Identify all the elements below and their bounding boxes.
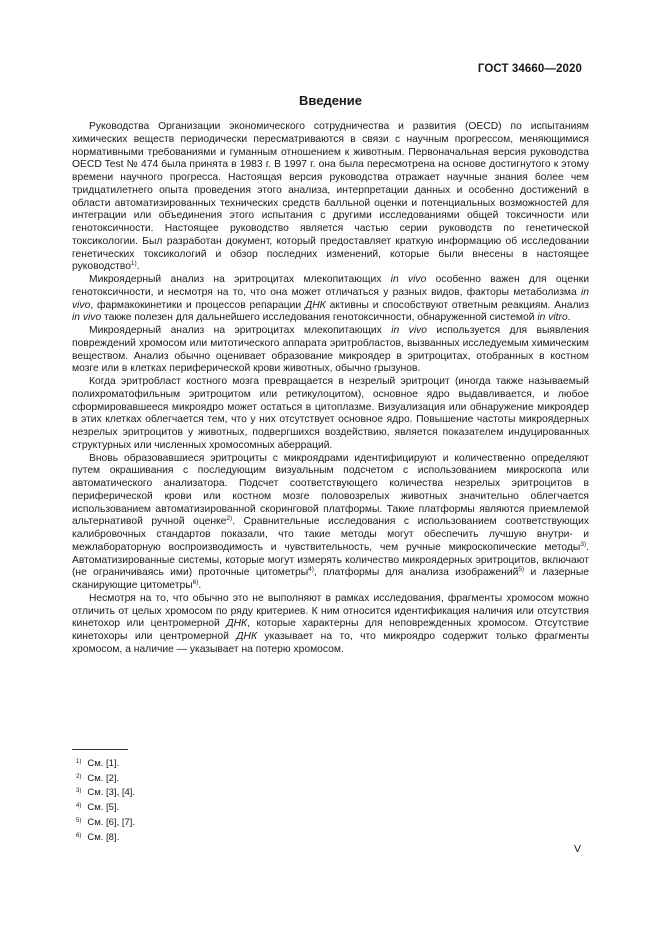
footnote-ref[interactable]: 6)	[192, 579, 199, 586]
footnote-mark: 4)	[76, 803, 82, 810]
text-run: .	[136, 261, 140, 273]
text-run: активны и способствуют ответным реакциям. Анализ	[325, 299, 589, 311]
text-run: Микроядерный анализ на эритроцитах млекопитающих	[89, 325, 392, 336]
italic-term: in vivo	[390, 274, 427, 285]
text-run: , фармакокинетики и процессов репарации	[90, 299, 305, 311]
italic-term: ДНК	[304, 299, 326, 311]
footnote-item	[72, 785, 135, 800]
text-run: . Автоматизированные системы, которые могут измерять количество микроядерных эритроцитов, включают (не ограничиваясь ими) проточные цитометры	[72, 541, 589, 579]
footnote-item	[72, 756, 135, 771]
paragraph	[72, 121, 589, 274]
footnote-item	[72, 815, 135, 830]
page-number: V	[573, 843, 581, 855]
footnote-text: См. [2].	[87, 772, 120, 784]
text-run: также полезен для дальнейшего исследования генотоксичности, обнаруженной системой	[101, 312, 538, 324]
italic-term: ДНК	[236, 631, 258, 642]
gost-code: ГОСТ 34660—2020	[477, 63, 582, 75]
footnote-text: См. [3], [4].	[87, 787, 136, 799]
text-run: Руководства Организации экономического сотрудничества и развития (OECD) по испытаниям химических веществ периодически пересматриваются в связи с научным прогрессом, меняющимися нормативными требованиями и гуманным отношением к животным. Первоначальная версия руководства OECD Test № 474 была принята в 1983 г. В 1997 г. она была пересмотрена на основе достигнутого к этому времени научного прогресса. Настоящая версия руководства отражает научные знания более чем тридцатилетнего опыта проведения этого анализа, интерпретации данных и особенно достижений в области автоматизированных технических средств балльной оценки и потенциальных возможностей для интеграции или объединения этого испытания с другими исследованиями общей токсичности или генотоксичности. Настоящее руководство является частью серии руководств по генетической токсикологии. Был разработан документ, который предоставляет краткую информацию об исследовании генетических токсикологий и обзор последних изменений, которые были внесены в настоящее руководство	[72, 121, 589, 273]
footnote-ref[interactable]: 5)	[518, 566, 525, 574]
text-run: , которые характерны для неповрежденных хромосом. Отсутствие кинетохоры или центромерной	[72, 618, 589, 642]
text-run: указывает на то, что микроядро содержит только фрагменты хромосом, а наличие — указывает на потерю хромосом.	[72, 631, 589, 655]
text-run: особенно важен для оценки генотоксичности, и несмотря на то, что она может отличаться у разных видов, факторы метаболизма	[72, 274, 590, 298]
text-run: Когда эритробласт костного мозга превращается в незрелый эритроцит (иногда также называемый полихроматофильным эритроцитом или ретикулоцитом), основное ядро выдавливается, и любое сформировавшееся микроядро может остаться в цитоплазме. Визуализация или обнаружение микроядер в этих клетках облегчается тем, что у них отсутствует основное ядро. Повышение частоты микроядерных незрелых эритроцитов у животных, подвергшихся воздействию, является показателем индуцированных структурных или численных хромосомных аберраций.	[72, 376, 589, 451]
footnote-mark: 5)	[76, 817, 82, 824]
footnote-mark: 1)	[76, 759, 82, 765]
footnote-text: См. [5].	[87, 802, 120, 814]
paragraph	[72, 274, 589, 325]
text-run: и лазерные сканирующие цитометры	[72, 567, 589, 591]
text-run: , платформы для анализа изображений	[313, 567, 519, 579]
text-run: Микроядерный анализ на эритроцитах млекопитающих	[89, 274, 391, 285]
footnote-text: См. [8].	[87, 831, 120, 843]
italic-term: ДНК	[226, 618, 248, 630]
footnote-text: См. [6], [7].	[87, 816, 136, 828]
footnote-mark: 3)	[76, 788, 82, 795]
footnote-ref[interactable]: 2)	[226, 515, 233, 523]
footnote-text: См. [1].	[87, 758, 120, 769]
paragraph	[72, 593, 589, 657]
footnote-item	[72, 800, 135, 815]
footnote-ref[interactable]: 1)	[130, 260, 137, 268]
italic-term: in vitro	[537, 312, 568, 324]
text-run: .	[567, 312, 571, 324]
section-title: Введение	[299, 93, 362, 108]
text-run: .	[198, 580, 202, 591]
text-run: используется для выявления повреждений хромосом или митотического аппарата эритробластов, вызванных исследуемым химическим веществом. Анализ обычно оценивает образование микроядер в эритроцитах, отобранных в костном мозге или в клетках периферической крови животных, обычно грызунов.	[72, 325, 589, 375]
italic-term: in vivo	[72, 312, 102, 324]
body-text	[72, 121, 589, 657]
paragraph	[72, 325, 589, 376]
text-run: Несмотря на то, что обычно это не выполняют в рамках исследования, фрагменты хромосом можно отличить от целых хромосом по ряду критериев. К ним относится идентификация наличия или отсутствия кинетохор или центромерной	[72, 592, 589, 630]
text-run: Вновь образовавшиеся эритроциты с микроядрами идентифицируют и количественно определяют путем окрашивания с последующим визуальным подсчетом с использованием микроскопа или автоматического анализатора. Подсчет соответствующего количества незрелых эритроцитов в периферической крови или костном мозге половозрелых животных значительно облегчается использованием автоматизированной скоринговой платформы. Такие платформы являются приемлемой альтернативой ручной оценке	[72, 452, 589, 528]
footnote-item	[72, 830, 135, 845]
footnote-mark: 2)	[76, 773, 82, 780]
footnotes	[72, 756, 135, 844]
footnote-ref[interactable]: 3)	[580, 540, 587, 548]
italic-term: in vivo	[391, 325, 427, 336]
footnote-separator	[72, 749, 128, 750]
paragraph	[72, 453, 589, 593]
footnote-ref[interactable]: 4)	[308, 566, 314, 574]
text-run: . Сравнительные исследования с использованием соответствующих калибровочных стандартов показали, что такие методы могут обеспечить лучшую внутри- и межлабораторную воспроизводимость и чувствительность, чем ручные микроскопические методы	[72, 516, 589, 553]
italic-term: in vivo	[72, 286, 589, 311]
footnote-item	[72, 771, 135, 786]
paragraph	[72, 376, 589, 453]
footnote-mark: 6)	[76, 832, 82, 839]
